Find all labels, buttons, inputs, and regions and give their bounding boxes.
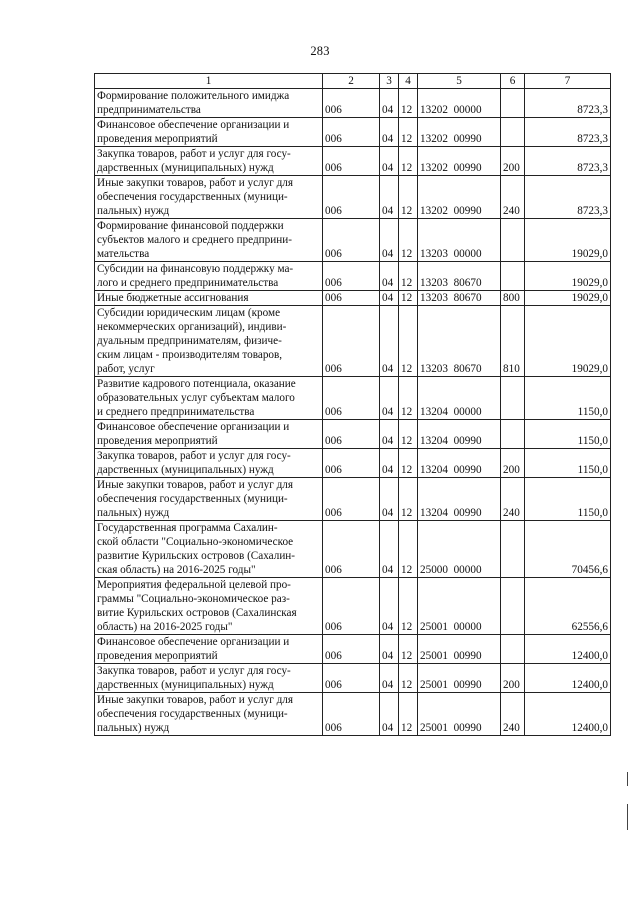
target-article-cell: 25001 00990 <box>418 693 501 736</box>
dept-code-cell: 006 <box>323 693 380 736</box>
section-code-cell: 04 <box>380 478 399 521</box>
expense-type-cell <box>501 521 525 578</box>
amount-cell: 12400,0 <box>525 664 611 693</box>
subsection-code-cell: 12 <box>399 664 418 693</box>
budget-table <box>94 73 611 736</box>
section-code-cell: 04 <box>380 89 399 118</box>
target-article-cell: 13204 00990 <box>418 420 501 449</box>
subsection-code-cell: 12 <box>399 420 418 449</box>
table-row <box>95 291 611 306</box>
row-name-cell: Субсидии юридическим лицам (кроме некоммерческих организаций), индиви- дуальным предпринимателям, физиче- ским лицам - производителям товаров, работ, услуг <box>95 306 323 377</box>
table-row <box>95 89 611 118</box>
row-name-cell: Развитие кадрового потенциала, оказание образовательных услуг субъектам малого и среднего предпринимательства <box>95 377 323 420</box>
table-row <box>95 306 611 377</box>
column-header-4: 4 <box>399 74 418 89</box>
amount-cell: 19029,0 <box>525 219 611 262</box>
section-code-cell: 04 <box>380 449 399 478</box>
column-header-6: 6 <box>501 74 525 89</box>
row-name-cell: Иные закупки товаров, работ и услуг для обеспечения государственных (муници- пальных) нужд <box>95 176 323 219</box>
row-name-cell: Формирование положительного имиджа предпринимательства <box>95 89 323 118</box>
target-article-cell: 25001 00990 <box>418 664 501 693</box>
row-name-cell: Финансовое обеспечение организации и проведения мероприятий <box>95 118 323 147</box>
expense-type-cell <box>501 578 525 635</box>
column-header-1: 1 <box>95 74 323 89</box>
dept-code-cell: 006 <box>323 478 380 521</box>
row-name-cell: Закупка товаров, работ и услуг для госу- дарственных (муниципальных) нужд <box>95 664 323 693</box>
dept-code-cell: 006 <box>323 262 380 291</box>
section-code-cell: 04 <box>380 420 399 449</box>
table-row <box>95 635 611 664</box>
expense-type-cell <box>501 635 525 664</box>
subsection-code-cell: 12 <box>399 291 418 306</box>
table-row <box>95 219 611 262</box>
target-article-cell: 13202 00990 <box>418 147 501 176</box>
subsection-code-cell: 12 <box>399 262 418 291</box>
section-code-cell: 04 <box>380 118 399 147</box>
amount-cell: 19029,0 <box>525 306 611 377</box>
subsection-code-cell: 12 <box>399 118 418 147</box>
amount-cell: 19029,0 <box>525 262 611 291</box>
dept-code-cell: 006 <box>323 147 380 176</box>
table-row <box>95 420 611 449</box>
expense-type-cell: 240 <box>501 693 525 736</box>
amount-cell: 1150,0 <box>525 478 611 521</box>
row-name-cell: Закупка товаров, работ и услуг для госу- дарственных (муниципальных) нужд <box>95 449 323 478</box>
dept-code-cell: 006 <box>323 664 380 693</box>
expense-type-cell: 200 <box>501 449 525 478</box>
dept-code-cell: 006 <box>323 291 380 306</box>
table-row <box>95 521 611 578</box>
section-code-cell: 04 <box>380 693 399 736</box>
section-code-cell: 04 <box>380 176 399 219</box>
amount-cell: 19029,0 <box>525 291 611 306</box>
table-header-row <box>95 74 611 89</box>
row-name-cell: Финансовое обеспечение организации и проведения мероприятий <box>95 420 323 449</box>
expense-type-cell <box>501 420 525 449</box>
margin-mark <box>627 772 628 786</box>
amount-cell: 70456,6 <box>525 521 611 578</box>
table-row <box>95 118 611 147</box>
table-row <box>95 478 611 521</box>
amount-cell: 8723,3 <box>525 118 611 147</box>
column-header-2: 2 <box>323 74 380 89</box>
subsection-code-cell: 12 <box>399 478 418 521</box>
amount-cell: 62556,6 <box>525 578 611 635</box>
subsection-code-cell: 12 <box>399 147 418 176</box>
amount-cell: 12400,0 <box>525 635 611 664</box>
target-article-cell: 25000 00000 <box>418 521 501 578</box>
subsection-code-cell: 12 <box>399 377 418 420</box>
expense-type-cell <box>501 89 525 118</box>
dept-code-cell: 006 <box>323 420 380 449</box>
subsection-code-cell: 12 <box>399 449 418 478</box>
column-header-7: 7 <box>525 74 611 89</box>
subsection-code-cell: 12 <box>399 306 418 377</box>
amount-cell: 8723,3 <box>525 89 611 118</box>
subsection-code-cell: 12 <box>399 635 418 664</box>
table-row <box>95 176 611 219</box>
row-name-cell: Субсидии на финансовую поддержку ма- лого и среднего предпринимательства <box>95 262 323 291</box>
dept-code-cell: 006 <box>323 176 380 219</box>
table-row <box>95 262 611 291</box>
amount-cell: 8723,3 <box>525 147 611 176</box>
section-code-cell: 04 <box>380 521 399 578</box>
table-row <box>95 377 611 420</box>
amount-cell: 8723,3 <box>525 176 611 219</box>
dept-code-cell: 006 <box>323 521 380 578</box>
section-code-cell: 04 <box>380 219 399 262</box>
subsection-code-cell: 12 <box>399 521 418 578</box>
dept-code-cell: 006 <box>323 377 380 420</box>
target-article-cell: 13202 00000 <box>418 89 501 118</box>
column-header-5: 5 <box>418 74 501 89</box>
expense-type-cell <box>501 262 525 291</box>
section-code-cell: 04 <box>380 291 399 306</box>
table-row <box>95 693 611 736</box>
table-body <box>95 89 611 736</box>
amount-cell: 12400,0 <box>525 693 611 736</box>
row-name-cell: Мероприятия федеральной целевой про- граммы "Социально-экономическое раз- витие Курильских островов (Сахалинская область) на 2016-2025 годы" <box>95 578 323 635</box>
target-article-cell: 13202 00990 <box>418 118 501 147</box>
row-name-cell: Иные бюджетные ассигнования <box>95 291 323 306</box>
section-code-cell: 04 <box>380 578 399 635</box>
section-code-cell: 04 <box>380 377 399 420</box>
section-code-cell: 04 <box>380 306 399 377</box>
margin-mark <box>627 804 628 830</box>
page-number: 283 <box>310 44 330 58</box>
column-header-3: 3 <box>380 74 399 89</box>
target-article-cell: 25001 00000 <box>418 578 501 635</box>
subsection-code-cell: 12 <box>399 219 418 262</box>
table-row <box>95 664 611 693</box>
expense-type-cell <box>501 118 525 147</box>
expense-type-cell: 200 <box>501 147 525 176</box>
target-article-cell: 13204 00990 <box>418 478 501 521</box>
subsection-code-cell: 12 <box>399 176 418 219</box>
row-name-cell: Закупка товаров, работ и услуг для госу- дарственных (муниципальных) нужд <box>95 147 323 176</box>
section-code-cell: 04 <box>380 147 399 176</box>
table-row <box>95 578 611 635</box>
section-code-cell: 04 <box>380 635 399 664</box>
row-name-cell: Государственная программа Сахалин- ской области "Социально-экономическое развитие Курильских островов (Сахалин- ская область) на 2016-2025 годы" <box>95 521 323 578</box>
expense-type-cell: 240 <box>501 478 525 521</box>
amount-cell: 1150,0 <box>525 420 611 449</box>
subsection-code-cell: 12 <box>399 89 418 118</box>
target-article-cell: 13202 00990 <box>418 176 501 219</box>
section-code-cell: 04 <box>380 262 399 291</box>
row-name-cell: Финансовое обеспечение организации и проведения мероприятий <box>95 635 323 664</box>
dept-code-cell: 006 <box>323 219 380 262</box>
row-name-cell: Иные закупки товаров, работ и услуг для обеспечения государственных (муници- пальных) нужд <box>95 478 323 521</box>
row-name-cell: Иные закупки товаров, работ и услуг для обеспечения государственных (муници- пальных) нужд <box>95 693 323 736</box>
amount-cell: 1150,0 <box>525 377 611 420</box>
target-article-cell: 13204 00990 <box>418 449 501 478</box>
expense-type-cell <box>501 377 525 420</box>
dept-code-cell: 006 <box>323 449 380 478</box>
target-article-cell: 13203 80670 <box>418 291 501 306</box>
row-name-cell: Формирование финансовой поддержки субъектов малого и среднего предприни- мательства <box>95 219 323 262</box>
section-code-cell: 04 <box>380 664 399 693</box>
target-article-cell: 13203 00000 <box>418 219 501 262</box>
expense-type-cell: 240 <box>501 176 525 219</box>
expense-type-cell: 800 <box>501 291 525 306</box>
dept-code-cell: 006 <box>323 89 380 118</box>
target-article-cell: 13203 80670 <box>418 262 501 291</box>
expense-type-cell: 810 <box>501 306 525 377</box>
dept-code-cell: 006 <box>323 118 380 147</box>
target-article-cell: 13204 00000 <box>418 377 501 420</box>
subsection-code-cell: 12 <box>399 578 418 635</box>
amount-cell: 1150,0 <box>525 449 611 478</box>
target-article-cell: 13203 80670 <box>418 306 501 377</box>
expense-type-cell: 200 <box>501 664 525 693</box>
target-article-cell: 25001 00990 <box>418 635 501 664</box>
subsection-code-cell: 12 <box>399 693 418 736</box>
dept-code-cell: 006 <box>323 635 380 664</box>
expense-type-cell <box>501 219 525 262</box>
dept-code-cell: 006 <box>323 578 380 635</box>
dept-code-cell: 006 <box>323 306 380 377</box>
table-row <box>95 147 611 176</box>
table-row <box>95 449 611 478</box>
